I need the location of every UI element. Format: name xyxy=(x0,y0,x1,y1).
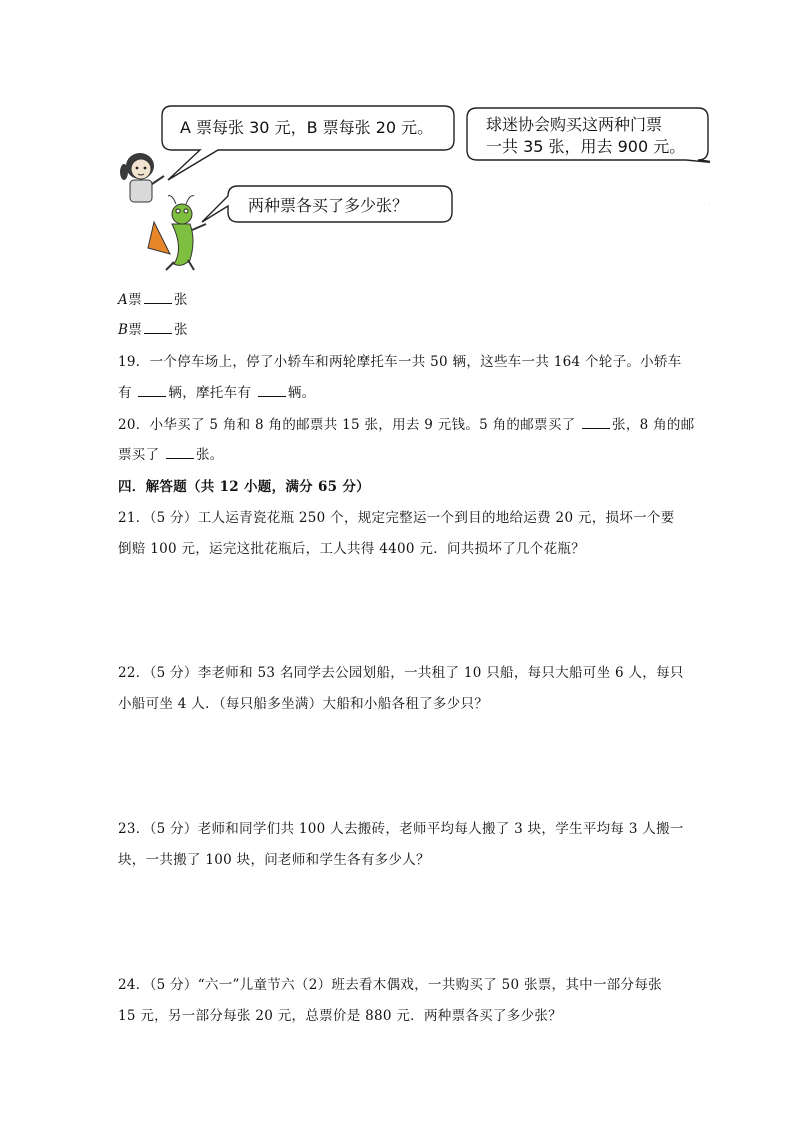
q20-line2 xyxy=(118,445,224,465)
q23-line2: 块，一共搬了 100 块，问老师和学生各有多少人？ xyxy=(118,852,430,868)
q21-line2: 倒赔 100 元，运完这批花瓶后，工人共得 4400 元．问共损坏了几个花瓶？ xyxy=(118,541,585,557)
bubble-middle-text: 两种票各买了多少张？ xyxy=(248,196,409,215)
grasshopper-figure-icon xyxy=(148,196,206,270)
answer-a-mid: 票 xyxy=(128,292,142,308)
q20-blank-5jiao[interactable] xyxy=(582,416,610,429)
q24-line2: 15 元，另一部分每张 20 元，总票价是 880 元．两种票各买了多少张？ xyxy=(118,1008,562,1024)
q20-blank-8jiao[interactable] xyxy=(166,446,194,459)
q22-line1: 22．（5 分）李老师和 53 名同学去公园划船，一共租了 10 只船，每只大船可坐 6 人，每只 xyxy=(118,665,684,681)
answer-b-prefix: B xyxy=(118,322,129,338)
q20-line1 xyxy=(118,415,695,435)
q20-line1-a: 20．小华买了 5 角和 8 角的邮票共 15 张，用去 9 元钱。5 角的邮票买了 xyxy=(118,417,581,433)
q19-line2 xyxy=(118,383,315,403)
q20-line2-a: 票买了 xyxy=(118,447,164,463)
q19-blank-cars[interactable] xyxy=(138,384,166,397)
answer-line-a xyxy=(118,290,188,310)
answer-a-blank[interactable] xyxy=(144,291,172,304)
q20-line2-b: 张。 xyxy=(196,447,224,463)
girl-figure-icon xyxy=(120,153,164,202)
answer-b-blank[interactable] xyxy=(144,321,172,334)
answer-a-suffix: 张 xyxy=(173,292,188,308)
q21-line1: 21．（5 分）工人运青瓷花瓶 250 个，规定完整运一个到目的地给运费 20 元，损坏一个要 xyxy=(118,510,675,526)
answer-b-suffix: 张 xyxy=(174,322,188,338)
q22-line2: 小船可坐 4 人．（每只船多坐满）大船和小船各租了多少只？ xyxy=(118,696,489,712)
q19-line2-c: 辆。 xyxy=(287,385,316,401)
illustration xyxy=(110,98,710,278)
q19-line2-a: 有 xyxy=(118,385,137,401)
q19-line2-b: 辆，摩托车有 xyxy=(168,385,256,401)
section4-heading: 四．解答题（共 12 小题，满分 65 分） xyxy=(118,479,370,495)
bubble-left-text: A 票每张 30 元，B 票每张 20 元。 xyxy=(180,118,434,137)
q19-line1: 19．一个停车场上，停了小轿车和两轮摩托车一共 50 辆，这些车一共 164 个轮子。小轿车 xyxy=(118,354,682,370)
answer-line-b xyxy=(118,320,188,340)
q20-line1-b: 张，8 角的邮 xyxy=(612,417,695,433)
answer-a-prefix: A xyxy=(118,292,129,308)
q24-line1: 24．（5 分）“六一”儿童节六（2）班去看木偶戏，一共购买了 50 张票，其中一部分每张 xyxy=(118,977,662,993)
bubble-right-line2: 一共 35 张，用去 900 元。 xyxy=(486,137,686,156)
answer-b-mid: 票 xyxy=(128,322,143,338)
bubble-right-line1: 球迷协会购买这两种门票 xyxy=(486,115,663,134)
q23-line1: 23．（5 分）老师和同学们共 100 人去搬砖，老师平均每人搬了 3 块，学生平均每 3 人搬一 xyxy=(118,821,684,837)
q19-blank-motorcycles[interactable] xyxy=(258,384,286,397)
